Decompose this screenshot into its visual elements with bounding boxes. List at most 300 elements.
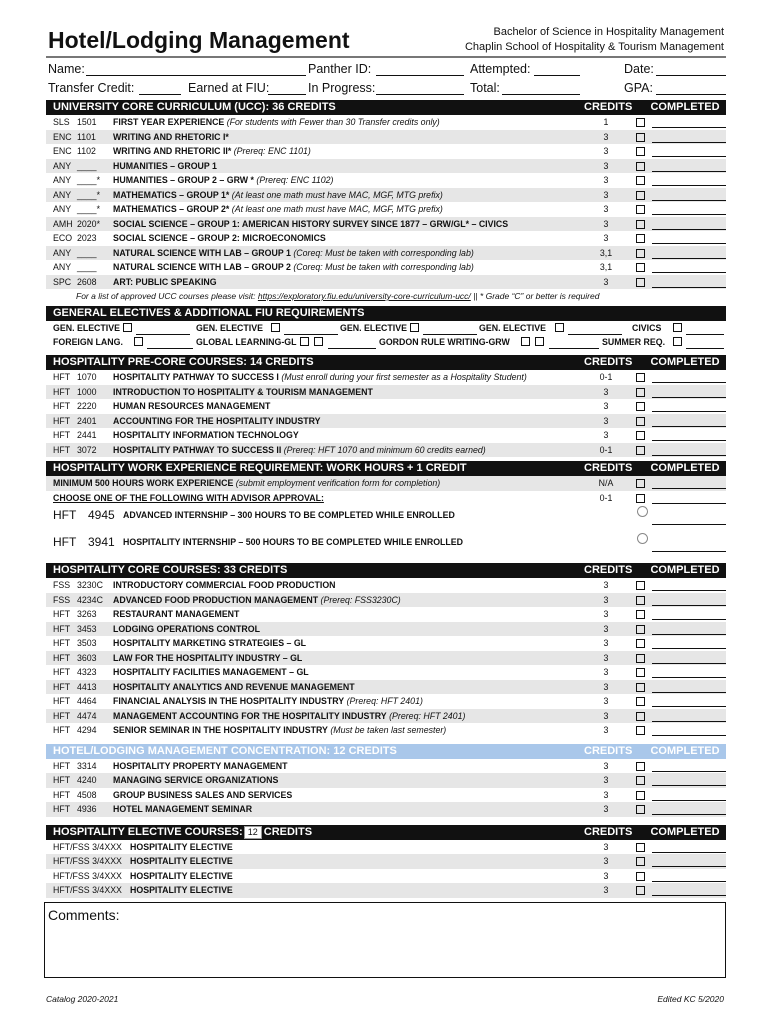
course-prefix: HFT bbox=[53, 681, 71, 692]
completed-checkbox[interactable] bbox=[636, 205, 645, 214]
course-title-cell bbox=[113, 709, 465, 724]
advanced-internship-number: 4945 bbox=[88, 508, 115, 522]
gordon-rule-line[interactable] bbox=[549, 348, 599, 349]
course-row bbox=[46, 636, 726, 651]
comments-label: Comments: bbox=[48, 906, 120, 923]
completed-line[interactable] bbox=[652, 455, 726, 456]
course-title-cell bbox=[113, 130, 229, 145]
completed-checkbox[interactable] bbox=[636, 263, 645, 272]
credits-header: CREDITS bbox=[584, 564, 633, 576]
completed-line[interactable] bbox=[652, 735, 726, 736]
completed-checkbox[interactable] bbox=[636, 625, 645, 634]
course-number: 1101 bbox=[77, 131, 96, 142]
elective-section-header bbox=[46, 825, 726, 840]
foreign-lang-line[interactable] bbox=[147, 348, 193, 349]
gpa-field[interactable] bbox=[656, 94, 726, 95]
completed-line[interactable] bbox=[652, 127, 726, 128]
completed-line[interactable] bbox=[652, 814, 726, 815]
attempted-field[interactable] bbox=[534, 75, 580, 76]
elective-title-credits: CREDITS bbox=[263, 825, 313, 838]
course-credits: 3 bbox=[603, 146, 609, 156]
course-credits: 3 bbox=[603, 160, 609, 171]
course-title: ART: PUBLIC SPEAKING bbox=[113, 276, 217, 287]
gen-elective-checkbox-3[interactable] bbox=[410, 323, 419, 332]
choose-checkbox[interactable] bbox=[636, 494, 645, 503]
completed-line[interactable] bbox=[652, 229, 726, 230]
completed-checkbox[interactable] bbox=[636, 133, 645, 142]
course-title-cell bbox=[113, 593, 401, 608]
completed-line[interactable] bbox=[652, 397, 726, 398]
completed-checkbox[interactable] bbox=[636, 857, 645, 866]
completed-checkbox[interactable] bbox=[636, 843, 645, 852]
course-number: 4413 bbox=[77, 681, 97, 692]
completed-checkbox[interactable] bbox=[636, 872, 645, 881]
completed-line[interactable] bbox=[652, 800, 726, 801]
credits-header: CREDITS bbox=[584, 462, 633, 474]
course-title: LODGING OPERATIONS CONTROL bbox=[113, 623, 260, 634]
completed-line[interactable] bbox=[652, 771, 726, 772]
ucc-link[interactable]: https://exploratory.fiu.edu/university-core-curriculum-ucc/ bbox=[257, 291, 471, 301]
completed-line[interactable] bbox=[652, 382, 726, 383]
earned-label: Earned at FIU: bbox=[188, 81, 270, 95]
completed-line[interactable] bbox=[652, 881, 726, 882]
course-credits: 3 bbox=[603, 870, 609, 881]
course-row bbox=[46, 414, 726, 429]
attempted-label: Attempted: bbox=[470, 62, 531, 76]
completed-line[interactable] bbox=[652, 590, 726, 591]
hospitality-internship-prefix: HFT bbox=[53, 535, 77, 549]
core-course-list bbox=[46, 578, 726, 738]
total-field[interactable] bbox=[502, 94, 580, 95]
in-progress-field[interactable] bbox=[376, 94, 464, 95]
course-credits: 3 bbox=[603, 760, 609, 771]
hospitality-internship-title: HOSPITALITY INTERNSHIP – 500 HOURS TO BE COMPLETED WHILE ENROLLED bbox=[123, 537, 464, 547]
course-number: 4294 bbox=[77, 725, 97, 735]
name-label: Name: bbox=[48, 62, 85, 76]
completed-line[interactable] bbox=[652, 634, 726, 635]
course-prefix: HFT bbox=[53, 652, 71, 663]
gen-electives-row-2 bbox=[46, 335, 726, 349]
completed-line[interactable] bbox=[652, 258, 726, 259]
min-hours-checkbox[interactable] bbox=[636, 479, 645, 488]
panther-id-field[interactable] bbox=[376, 75, 464, 76]
course-credits: 3 bbox=[603, 638, 609, 648]
course-credits: 3 bbox=[603, 218, 609, 229]
completed-line[interactable] bbox=[652, 677, 726, 678]
course-title-cell bbox=[113, 144, 311, 159]
completed-line[interactable] bbox=[652, 200, 726, 201]
course-row bbox=[46, 275, 726, 290]
page-title: Hotel/Lodging Management bbox=[48, 27, 350, 53]
gen-electives-title: GENERAL ELECTIVES & ADDITIONAL FIU REQUIREMENTS bbox=[53, 307, 365, 319]
course-row bbox=[46, 840, 726, 855]
course-title: LAW FOR THE HOSPITALITY INDUSTRY – GL bbox=[113, 652, 303, 663]
completed-checkbox[interactable] bbox=[636, 805, 645, 814]
course-number: 4508 bbox=[77, 789, 97, 800]
course-title-cell bbox=[113, 607, 239, 622]
course-number: 2608 bbox=[77, 276, 97, 287]
gen-elective-label-4: GEN. ELECTIVE bbox=[479, 323, 546, 333]
completed-checkbox[interactable] bbox=[636, 417, 645, 426]
course-credits: 3 bbox=[603, 594, 609, 605]
choose-row bbox=[46, 491, 726, 506]
in-progress-label: In Progress: bbox=[308, 81, 376, 95]
course-row bbox=[46, 202, 726, 217]
transfer-credit-field[interactable] bbox=[139, 94, 181, 95]
completed-line[interactable] bbox=[652, 171, 726, 172]
completed-checkbox[interactable] bbox=[636, 596, 645, 605]
completed-checkbox[interactable] bbox=[636, 762, 645, 771]
course-note: (Prereq: HFT 1070 and minimum 60 credits earned) bbox=[281, 444, 486, 455]
course-title: HOSPITALITY ELECTIVE bbox=[130, 841, 233, 852]
advanced-internship-prefix: HFT bbox=[53, 508, 77, 522]
course-prefix: HFT bbox=[53, 710, 71, 721]
summer-req-label: SUMMER REQ. bbox=[602, 337, 666, 347]
course-row bbox=[46, 869, 726, 884]
course-credits: 3 bbox=[603, 775, 609, 785]
completed-checkbox[interactable] bbox=[636, 712, 645, 721]
course-credits: 3 bbox=[603, 667, 609, 677]
course-title-cell bbox=[113, 428, 299, 443]
course-title: MANAGING SERVICE ORGANIZATIONS bbox=[113, 775, 279, 785]
course-title: HUMAN RESOURCES MANAGEMENT bbox=[113, 401, 271, 411]
course-credits: 3 bbox=[603, 175, 609, 185]
summer-req-line[interactable] bbox=[686, 348, 724, 349]
course-title: SOCIAL SCIENCE – GROUP 2: MICROECONOMICS bbox=[113, 233, 326, 243]
course-title: HOSPITALITY PATHWAY TO SUCCESS I bbox=[113, 372, 279, 382]
completed-line[interactable] bbox=[652, 895, 726, 896]
gen-elective-label-3: GEN. ELECTIVE bbox=[340, 323, 407, 333]
course-number: ____* bbox=[77, 189, 100, 200]
completed-header: COMPLETED bbox=[650, 356, 720, 368]
course-row bbox=[46, 144, 726, 159]
date-field[interactable] bbox=[656, 75, 726, 76]
course-title-cell bbox=[113, 246, 474, 261]
course-number: 4234C bbox=[77, 594, 103, 605]
completed-checkbox[interactable] bbox=[636, 776, 645, 785]
course-prefix: HFT bbox=[53, 609, 71, 619]
course-row bbox=[46, 854, 726, 869]
course-number: ____* bbox=[77, 204, 100, 214]
course-title: FIRST YEAR EXPERIENCE bbox=[113, 117, 225, 127]
course-row bbox=[46, 217, 726, 232]
completed-header: COMPLETED bbox=[650, 825, 720, 838]
course-note: (For students with Fewer than 30 Transfer credits only) bbox=[224, 117, 440, 127]
course-number: 2020* bbox=[77, 218, 100, 229]
gordon-rule-checkbox-2[interactable] bbox=[535, 337, 544, 346]
course-title-cell bbox=[113, 202, 443, 217]
course-title-cell bbox=[113, 773, 278, 788]
completed-line[interactable] bbox=[652, 185, 726, 186]
hospitality-internship-radio[interactable] bbox=[637, 533, 648, 544]
civics-checkbox[interactable] bbox=[673, 323, 682, 332]
course-prefix: SLS bbox=[53, 117, 70, 127]
course-row bbox=[46, 115, 726, 130]
min-hours-completed-line[interactable] bbox=[652, 488, 726, 489]
course-credits: 0-1 bbox=[599, 372, 613, 382]
completed-checkbox[interactable] bbox=[636, 191, 645, 200]
course-row bbox=[46, 578, 726, 593]
credits-header: CREDITS bbox=[584, 101, 633, 113]
gpa-label: GPA: bbox=[624, 81, 653, 95]
course-credits: 3 bbox=[603, 885, 609, 895]
course-prefix: AMH bbox=[53, 218, 73, 229]
program-info bbox=[465, 25, 724, 55]
course-note: (At least one math must have MAC, MGF, MTG prefix) bbox=[229, 189, 443, 200]
course-title: HOSPITALITY ELECTIVE bbox=[130, 870, 233, 881]
course-row bbox=[46, 231, 726, 246]
course-title: HOSPITALITY PROPERTY MANAGEMENT bbox=[113, 760, 288, 771]
gen-elective-checkbox-2[interactable] bbox=[271, 323, 280, 332]
gen-elective-label-1: GEN. ELECTIVE bbox=[53, 323, 120, 333]
ucc-course-list bbox=[46, 115, 726, 289]
course-row bbox=[46, 173, 726, 188]
course-credits: 3,1 bbox=[599, 262, 613, 272]
course-credits: 3 bbox=[603, 652, 609, 663]
footer bbox=[46, 994, 726, 1004]
foreign-lang-checkbox[interactable] bbox=[134, 337, 143, 346]
course-number: 2401 bbox=[77, 415, 97, 426]
course-number: 4323 bbox=[77, 667, 97, 677]
elective-course-list bbox=[46, 840, 726, 898]
course-row bbox=[46, 680, 726, 695]
course-credits: 3,1 bbox=[599, 247, 613, 258]
completed-checkbox[interactable] bbox=[636, 431, 645, 440]
course-title: WRITING AND RHETORIC II* bbox=[113, 146, 232, 156]
course-title: ADVANCED FOOD PRODUCTION MANAGEMENT bbox=[113, 594, 319, 605]
completed-checkbox[interactable] bbox=[636, 581, 645, 590]
completed-line[interactable] bbox=[652, 663, 726, 664]
completed-checkbox[interactable] bbox=[636, 654, 645, 663]
completed-checkbox[interactable] bbox=[636, 791, 645, 800]
completed-checkbox[interactable] bbox=[636, 220, 645, 229]
course-prefix: HFT bbox=[53, 760, 71, 771]
completed-checkbox[interactable] bbox=[636, 726, 645, 735]
completed-checkbox[interactable] bbox=[636, 147, 645, 156]
course-prefix: HFT bbox=[53, 430, 71, 440]
work-section-header bbox=[46, 461, 726, 476]
course-row bbox=[46, 246, 726, 261]
ucc-section-header bbox=[46, 100, 726, 115]
completed-checkbox[interactable] bbox=[636, 639, 645, 648]
course-title-cell bbox=[113, 636, 306, 651]
course-title: HOSPITALITY ELECTIVE bbox=[130, 856, 233, 866]
completed-line[interactable] bbox=[652, 440, 726, 441]
course-prefix: HFT bbox=[53, 638, 71, 648]
completed-checkbox[interactable] bbox=[636, 234, 645, 243]
course-credits: 3 bbox=[603, 276, 609, 287]
course-title-cell bbox=[113, 399, 270, 414]
course-prefix: FSS bbox=[53, 580, 71, 590]
course-row bbox=[46, 723, 726, 738]
course-row bbox=[46, 773, 726, 788]
elective-credit-field[interactable]: 12 bbox=[244, 826, 262, 839]
course-row bbox=[46, 802, 726, 817]
course-prefix: HFT bbox=[53, 401, 71, 411]
course-number: 1000 bbox=[77, 386, 97, 397]
course-title-cell bbox=[113, 694, 423, 709]
completed-checkbox[interactable] bbox=[636, 118, 645, 127]
course-row bbox=[46, 593, 726, 608]
course-title: ACCOUNTING FOR THE HOSPITALITY INDUSTRY bbox=[113, 415, 321, 426]
name-field[interactable] bbox=[86, 75, 306, 76]
ucc-title: UNIVERSITY CORE CURRICULUM (UCC): 36 CREDITS bbox=[53, 101, 336, 113]
course-credits: 0-1 bbox=[599, 444, 613, 455]
comments-box[interactable] bbox=[44, 902, 726, 978]
completed-line[interactable] bbox=[652, 706, 726, 707]
global-learning-checkbox-2[interactable] bbox=[314, 337, 323, 346]
course-code: HFT/FSS 3/4XXX bbox=[53, 870, 122, 881]
course-title: HUMANITIES – GROUP 2 – GRW * bbox=[113, 175, 254, 185]
course-credits: 3 bbox=[603, 623, 609, 634]
course-credits: 3 bbox=[603, 415, 609, 426]
completed-line[interactable] bbox=[652, 721, 726, 722]
course-note: (Prereq: ENC 1101) bbox=[231, 146, 311, 156]
course-row bbox=[46, 443, 726, 458]
ucc-note-text: For a list of approved UCC courses please visit: bbox=[76, 291, 258, 301]
precore-course-list bbox=[46, 370, 726, 457]
global-learning-checkbox-1[interactable] bbox=[300, 337, 309, 346]
completed-checkbox[interactable] bbox=[636, 610, 645, 619]
completed-line[interactable] bbox=[652, 426, 726, 427]
course-title: HOSPITALITY MARKETING STRATEGIES – GL bbox=[113, 638, 307, 648]
elective-title: HOSPITALITY ELECTIVE COURSES: bbox=[53, 825, 243, 838]
course-title-cell bbox=[113, 443, 486, 458]
completed-header: COMPLETED bbox=[650, 462, 720, 474]
course-row bbox=[46, 759, 726, 774]
core-title: HOSPITALITY CORE COURSES: 33 CREDITS bbox=[53, 564, 288, 576]
course-number: 3230C bbox=[77, 580, 103, 590]
course-row bbox=[46, 622, 726, 637]
completed-line[interactable] bbox=[652, 648, 726, 649]
completed-checkbox[interactable] bbox=[636, 402, 645, 411]
course-prefix: ENC bbox=[53, 146, 72, 156]
completed-line[interactable] bbox=[652, 411, 726, 412]
course-row bbox=[46, 883, 726, 898]
completed-checkbox[interactable] bbox=[636, 162, 645, 171]
ucc-note bbox=[46, 289, 726, 303]
completed-line[interactable] bbox=[652, 785, 726, 786]
completed-header: COMPLETED bbox=[650, 744, 720, 757]
checklist-page bbox=[46, 22, 726, 1004]
course-note: (Coreq: Must be taken with corresponding lab) bbox=[290, 262, 474, 272]
course-number: 3314 bbox=[77, 760, 97, 771]
advanced-internship-radio[interactable] bbox=[637, 506, 648, 517]
summer-req-checkbox[interactable] bbox=[673, 337, 682, 346]
min-hours-text bbox=[53, 476, 440, 491]
course-title: HOSPITALITY FACILITIES MANAGEMENT – GL bbox=[113, 667, 309, 677]
course-number: 3263 bbox=[77, 609, 97, 619]
course-title-cell bbox=[113, 159, 217, 174]
gen-elective-checkbox-4[interactable] bbox=[555, 323, 564, 332]
course-note: (Coreq: Must be taken with corresponding lab) bbox=[290, 247, 474, 258]
course-title: WRITING AND RHETORIC I* bbox=[113, 131, 229, 142]
course-title: HUMANITIES – GROUP 1 bbox=[113, 160, 217, 171]
global-learning-line[interactable] bbox=[328, 348, 376, 349]
course-row bbox=[46, 385, 726, 400]
course-title-cell bbox=[113, 759, 288, 774]
course-credits: 3 bbox=[603, 131, 609, 142]
civics-label: CIVICS bbox=[632, 323, 662, 333]
course-prefix: HFT bbox=[53, 667, 71, 677]
completed-line[interactable] bbox=[652, 692, 726, 693]
completed-line[interactable] bbox=[652, 605, 726, 606]
course-note: (Must enroll during your first semester as a Hospitality Student) bbox=[278, 372, 527, 382]
completed-checkbox[interactable] bbox=[636, 668, 645, 677]
course-title-cell bbox=[113, 723, 446, 738]
completed-line[interactable] bbox=[652, 142, 726, 143]
course-title-cell bbox=[113, 788, 292, 803]
advanced-internship-title: ADVANCED INTERNSHIP – 300 HOURS TO BE COMPLETED WHILE ENROLLED bbox=[123, 510, 455, 520]
course-row bbox=[46, 651, 726, 666]
gen-elective-checkbox-1[interactable] bbox=[123, 323, 132, 332]
student-info bbox=[46, 58, 726, 98]
course-title-cell bbox=[113, 188, 443, 203]
course-credits: 3 bbox=[603, 401, 609, 411]
advanced-internship-completed-line[interactable] bbox=[652, 524, 726, 525]
course-title: SENIOR SEMINAR IN THE HOSPITALITY INDUSTRY bbox=[113, 725, 328, 735]
completed-checkbox[interactable] bbox=[636, 886, 645, 895]
gordon-rule-checkbox-1[interactable] bbox=[521, 337, 530, 346]
course-number: ____ bbox=[77, 160, 97, 171]
course-title-cell bbox=[113, 115, 440, 130]
completed-checkbox[interactable] bbox=[636, 249, 645, 258]
completed-checkbox[interactable] bbox=[636, 697, 645, 706]
course-prefix: HFT bbox=[53, 725, 71, 735]
completed-checkbox[interactable] bbox=[636, 176, 645, 185]
hospitality-internship-number: 3941 bbox=[88, 535, 115, 549]
hospitality-internship-row bbox=[46, 532, 726, 559]
course-credits: 3 bbox=[603, 681, 609, 692]
course-title-cell bbox=[113, 414, 321, 429]
completed-line[interactable] bbox=[652, 287, 726, 288]
course-prefix: HFT bbox=[53, 789, 71, 800]
completed-line[interactable] bbox=[652, 852, 726, 853]
course-prefix: ENC bbox=[53, 131, 72, 142]
earned-field[interactable] bbox=[268, 94, 306, 95]
completed-line[interactable] bbox=[652, 214, 726, 215]
min-hours-row bbox=[46, 476, 726, 491]
completed-checkbox[interactable] bbox=[636, 446, 645, 455]
course-credits: 3 bbox=[603, 725, 609, 735]
course-title: MATHEMATICS – GROUP 1* bbox=[113, 189, 230, 200]
completed-header: COMPLETED bbox=[650, 101, 720, 113]
choose-completed-line[interactable] bbox=[652, 503, 726, 504]
completed-line[interactable] bbox=[652, 619, 726, 620]
course-row bbox=[46, 159, 726, 174]
course-prefix: HFT bbox=[53, 623, 71, 634]
hospitality-internship-completed-line[interactable] bbox=[652, 551, 726, 552]
course-number: ____ bbox=[77, 247, 97, 258]
choose-label: CHOOSE ONE OF THE FOLLOWING WITH ADVISOR APPROVAL: bbox=[53, 492, 324, 503]
completed-checkbox[interactable] bbox=[636, 278, 645, 287]
completed-line[interactable] bbox=[652, 272, 726, 273]
completed-line[interactable] bbox=[652, 866, 726, 867]
completed-checkbox[interactable] bbox=[636, 683, 645, 692]
course-credits: 3 bbox=[603, 789, 609, 800]
completed-checkbox[interactable] bbox=[636, 388, 645, 397]
completed-header: COMPLETED bbox=[650, 564, 720, 576]
course-prefix: ANY bbox=[53, 262, 72, 272]
completed-line[interactable] bbox=[652, 243, 726, 244]
course-row bbox=[46, 428, 726, 443]
work-title: HOSPITALITY WORK EXPERIENCE REQUIREMENT: WORK HOURS + 1 CREDIT bbox=[53, 462, 467, 474]
completed-checkbox[interactable] bbox=[636, 373, 645, 382]
course-credits: 3 bbox=[603, 804, 609, 814]
course-prefix: HFT bbox=[53, 372, 71, 382]
date-label: Date: bbox=[624, 62, 654, 76]
completed-line[interactable] bbox=[652, 156, 726, 157]
